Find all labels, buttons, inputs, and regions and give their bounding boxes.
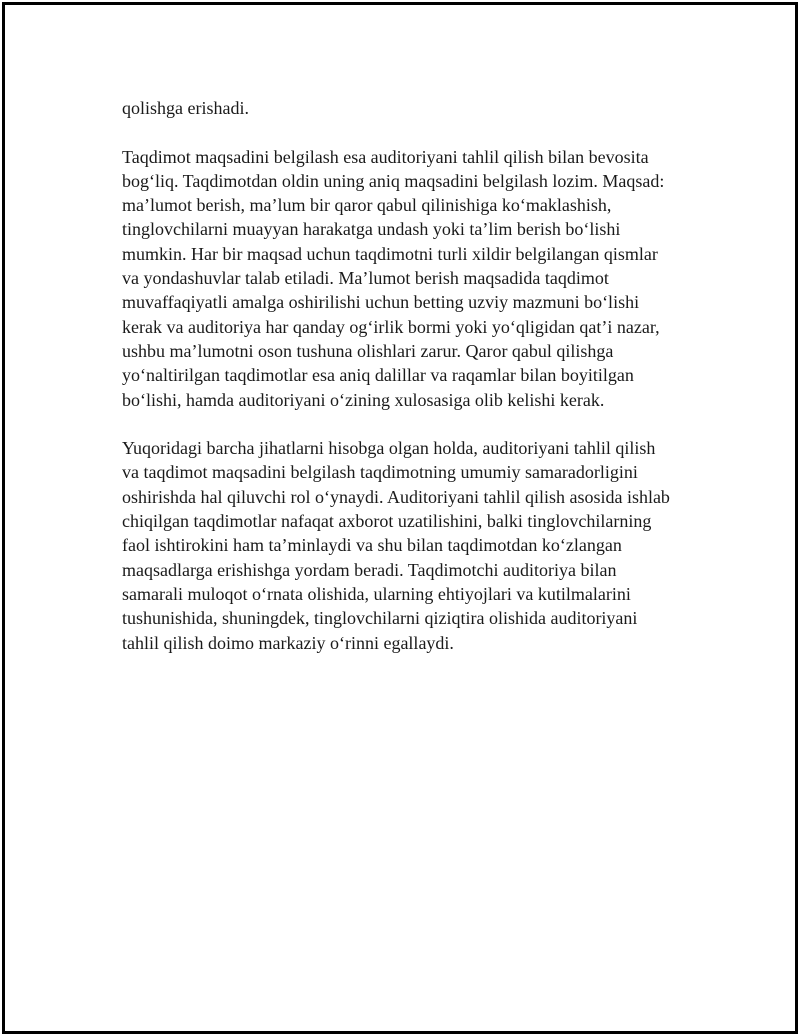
text-line: samarali muloqot o‘rnata olishida, ularning ehtiyojlari va kutilmalarini xyxy=(122,583,631,604)
text-line: tushunishida, shuningdek, tinglovchilarni qiziqtira olishida auditoriyani xyxy=(122,608,638,629)
paragraph-3 xyxy=(122,436,682,655)
text-line: muvaffaqiyatli amalga oshirilishi uchun betting uzviy mazmuni bo‘lishi xyxy=(122,292,640,313)
text-line: bo‘lishi, hamda auditoriyani o‘zining xulosasiga olib kelishi kerak. xyxy=(122,389,605,410)
text-line: chiqilgan taqdimotlar nafaqat axborot uzatilishini, balki tinglovchilarning xyxy=(122,511,652,532)
text-line: maqsadlarga erishishga yordam beradi. Taqdimotchi auditoriya bilan xyxy=(122,559,617,580)
text-line: va taqdimot maqsadini belgilash taqdimotning umumiy samaradorligini xyxy=(122,462,638,483)
text-line: yo‘naltirilgan taqdimotlar esa aniq dalillar va raqamlar bilan boyitilgan xyxy=(122,365,634,386)
paragraph-gap xyxy=(122,412,682,436)
text-line: va yondashuvlar talab etiladi. Ma’lumot berish maqsadida taqdimot xyxy=(122,268,609,289)
text-line: tinglovchilarni muayyan harakatga undash yoki ta’lim berish bo‘lishi xyxy=(122,219,621,240)
page-border xyxy=(2,2,798,1034)
text-line: Taqdimot maqsadini belgilash esa auditoriyani tahlil qilish bilan bevosita xyxy=(122,146,649,167)
text-line: Yuqoridagi barcha jihatlarni hisobga olgan holda, auditoriyani tahlil qilish xyxy=(122,438,656,459)
paragraph-gap xyxy=(122,120,682,144)
text-line: kerak va auditoriya har qanday og‘irlik bormi yoki yo‘qligidan qat’i nazar, xyxy=(122,316,660,337)
text-line: ma’lumot berish, ma’lum bir qaror qabul qilinishiga ko‘maklashish, xyxy=(122,195,612,216)
text-line: tahlil qilish doimo markaziy o‘rinni egallaydi. xyxy=(122,632,454,653)
text-line: bog‘liq. Taqdimotdan oldin uning aniq maqsadini belgilash lozim. Maqsad: xyxy=(122,170,665,191)
document-body xyxy=(122,96,682,655)
text-line: qolishga erishadi. xyxy=(122,98,249,118)
paragraph-1 xyxy=(122,96,682,120)
paragraph-2 xyxy=(122,145,682,412)
text-line: mumkin. Har bir maqsad uchun taqdimotni turli xildir belgilangan qismlar xyxy=(122,243,658,264)
text-line: ushbu ma’lumotni oson tushuna olishlari zarur. Qaror qabul qilishga xyxy=(122,340,614,361)
text-line: oshirishda hal qiluvchi rol o‘ynaydi. Auditoriyani tahlil qilish asosida ishlab xyxy=(122,486,670,507)
text-line: faol ishtirokini ham ta’minlaydi va shu bilan taqdimotdan ko‘zlangan xyxy=(122,535,622,556)
